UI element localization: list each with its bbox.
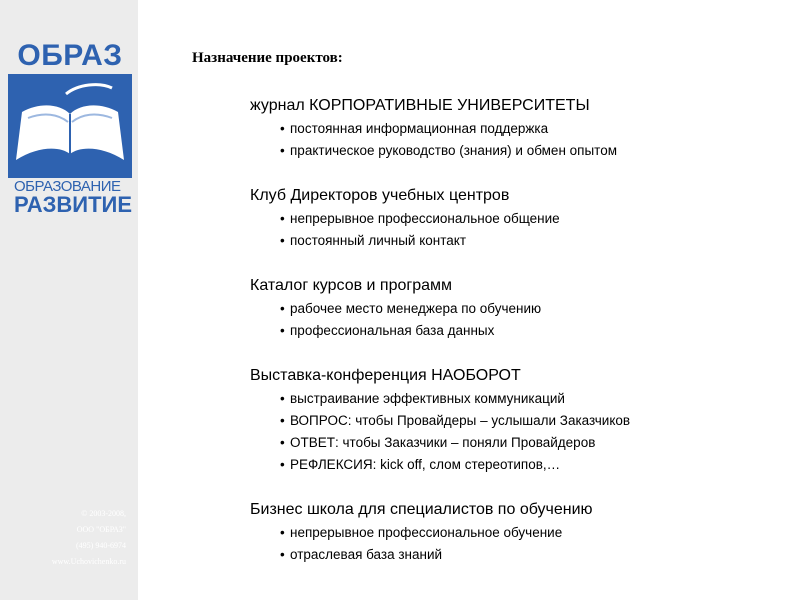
bullet-dot: • (280, 143, 285, 158)
bullet-text: практическое руководство (знания) и обмен опытом (290, 143, 617, 158)
copyright-block (22, 506, 126, 570)
section-catalog (250, 274, 790, 342)
bullet-item (250, 320, 790, 342)
bullet-dot: • (280, 301, 285, 316)
section-heading: Бизнес школа для специалистов по обучению (250, 501, 593, 518)
bullet-dot: • (280, 457, 285, 472)
bullet-text: постоянная информационная поддержка (290, 121, 549, 136)
bullet-item (250, 388, 790, 410)
sidebar (0, 0, 138, 600)
bullet-dot: • (280, 391, 285, 406)
bullet-dot: • (280, 211, 285, 226)
bullet-item (250, 544, 790, 566)
bullet-item (250, 410, 790, 432)
projects-list (250, 94, 790, 588)
bullet-item (250, 522, 790, 544)
section-heading: журнал КОРПОРАТИВНЫЕ УНИВЕРСИТЕТЫ (250, 97, 590, 114)
section-exhibition (250, 364, 790, 476)
bullet-item (250, 454, 790, 476)
copyright-line: © 2003-2008, (81, 509, 126, 518)
website-line: www.Uchovichenko.ru (51, 557, 126, 566)
bullet-text: ВОПРОС: чтобы Провайдеры – услышали Заказчиков (290, 413, 631, 428)
bullet-item (250, 230, 790, 252)
section-journal (250, 94, 790, 162)
bullet-item (250, 298, 790, 320)
bullet-dot: • (280, 413, 285, 428)
bullet-text: непрерывное профессиональное обучение (290, 525, 563, 540)
bullet-text: ОТВЕТ: чтобы Заказчики – поняли Провайдеров (290, 435, 596, 450)
bullet-item (250, 140, 790, 162)
bullet-item (250, 208, 790, 230)
logo-subtitle-development: РАЗВИТИЕ (14, 192, 133, 217)
bullet-item (250, 118, 790, 140)
phone-line: (495) 940-6974 (76, 541, 126, 550)
company-line: ООО "ОБРАЗ" (76, 525, 126, 534)
bullet-dot: • (280, 121, 285, 136)
section-business-school (250, 498, 790, 566)
bullet-text: выстраивание эффективных коммуникаций (290, 391, 565, 406)
section-club (250, 184, 790, 252)
page-title: Назначение проектов: (192, 50, 343, 66)
bullet-text: постоянный личный контакт (290, 233, 467, 248)
section-heading: Клуб Директоров учебных центров (250, 187, 510, 204)
bullet-dot: • (280, 435, 285, 450)
bullet-text: непрерывное профессиональное общение (290, 211, 560, 226)
bullet-text: РЕФЛЕКСИЯ: kick off, слом стереотипов,… (290, 457, 561, 472)
bullet-text: отраслевая база знаний (290, 547, 443, 562)
bullet-dot: • (280, 525, 285, 540)
section-heading: Выставка-конференция НАОБОРОТ (250, 367, 521, 384)
obraz-logo (8, 40, 132, 220)
bullet-dot: • (280, 323, 285, 338)
logo-subtitle-education: ОБРАЗОВАНИЕ (14, 178, 121, 195)
bullet-dot: • (280, 547, 285, 562)
logo-wordmark: ОБРАЗ (17, 39, 123, 72)
bullet-text: рабочее место менеджера по обучению (290, 301, 542, 316)
section-heading: Каталог курсов и программ (250, 277, 453, 294)
bullet-text: профессиональная база данных (290, 323, 495, 338)
bullet-dot: • (280, 233, 285, 248)
bullet-item (250, 432, 790, 454)
